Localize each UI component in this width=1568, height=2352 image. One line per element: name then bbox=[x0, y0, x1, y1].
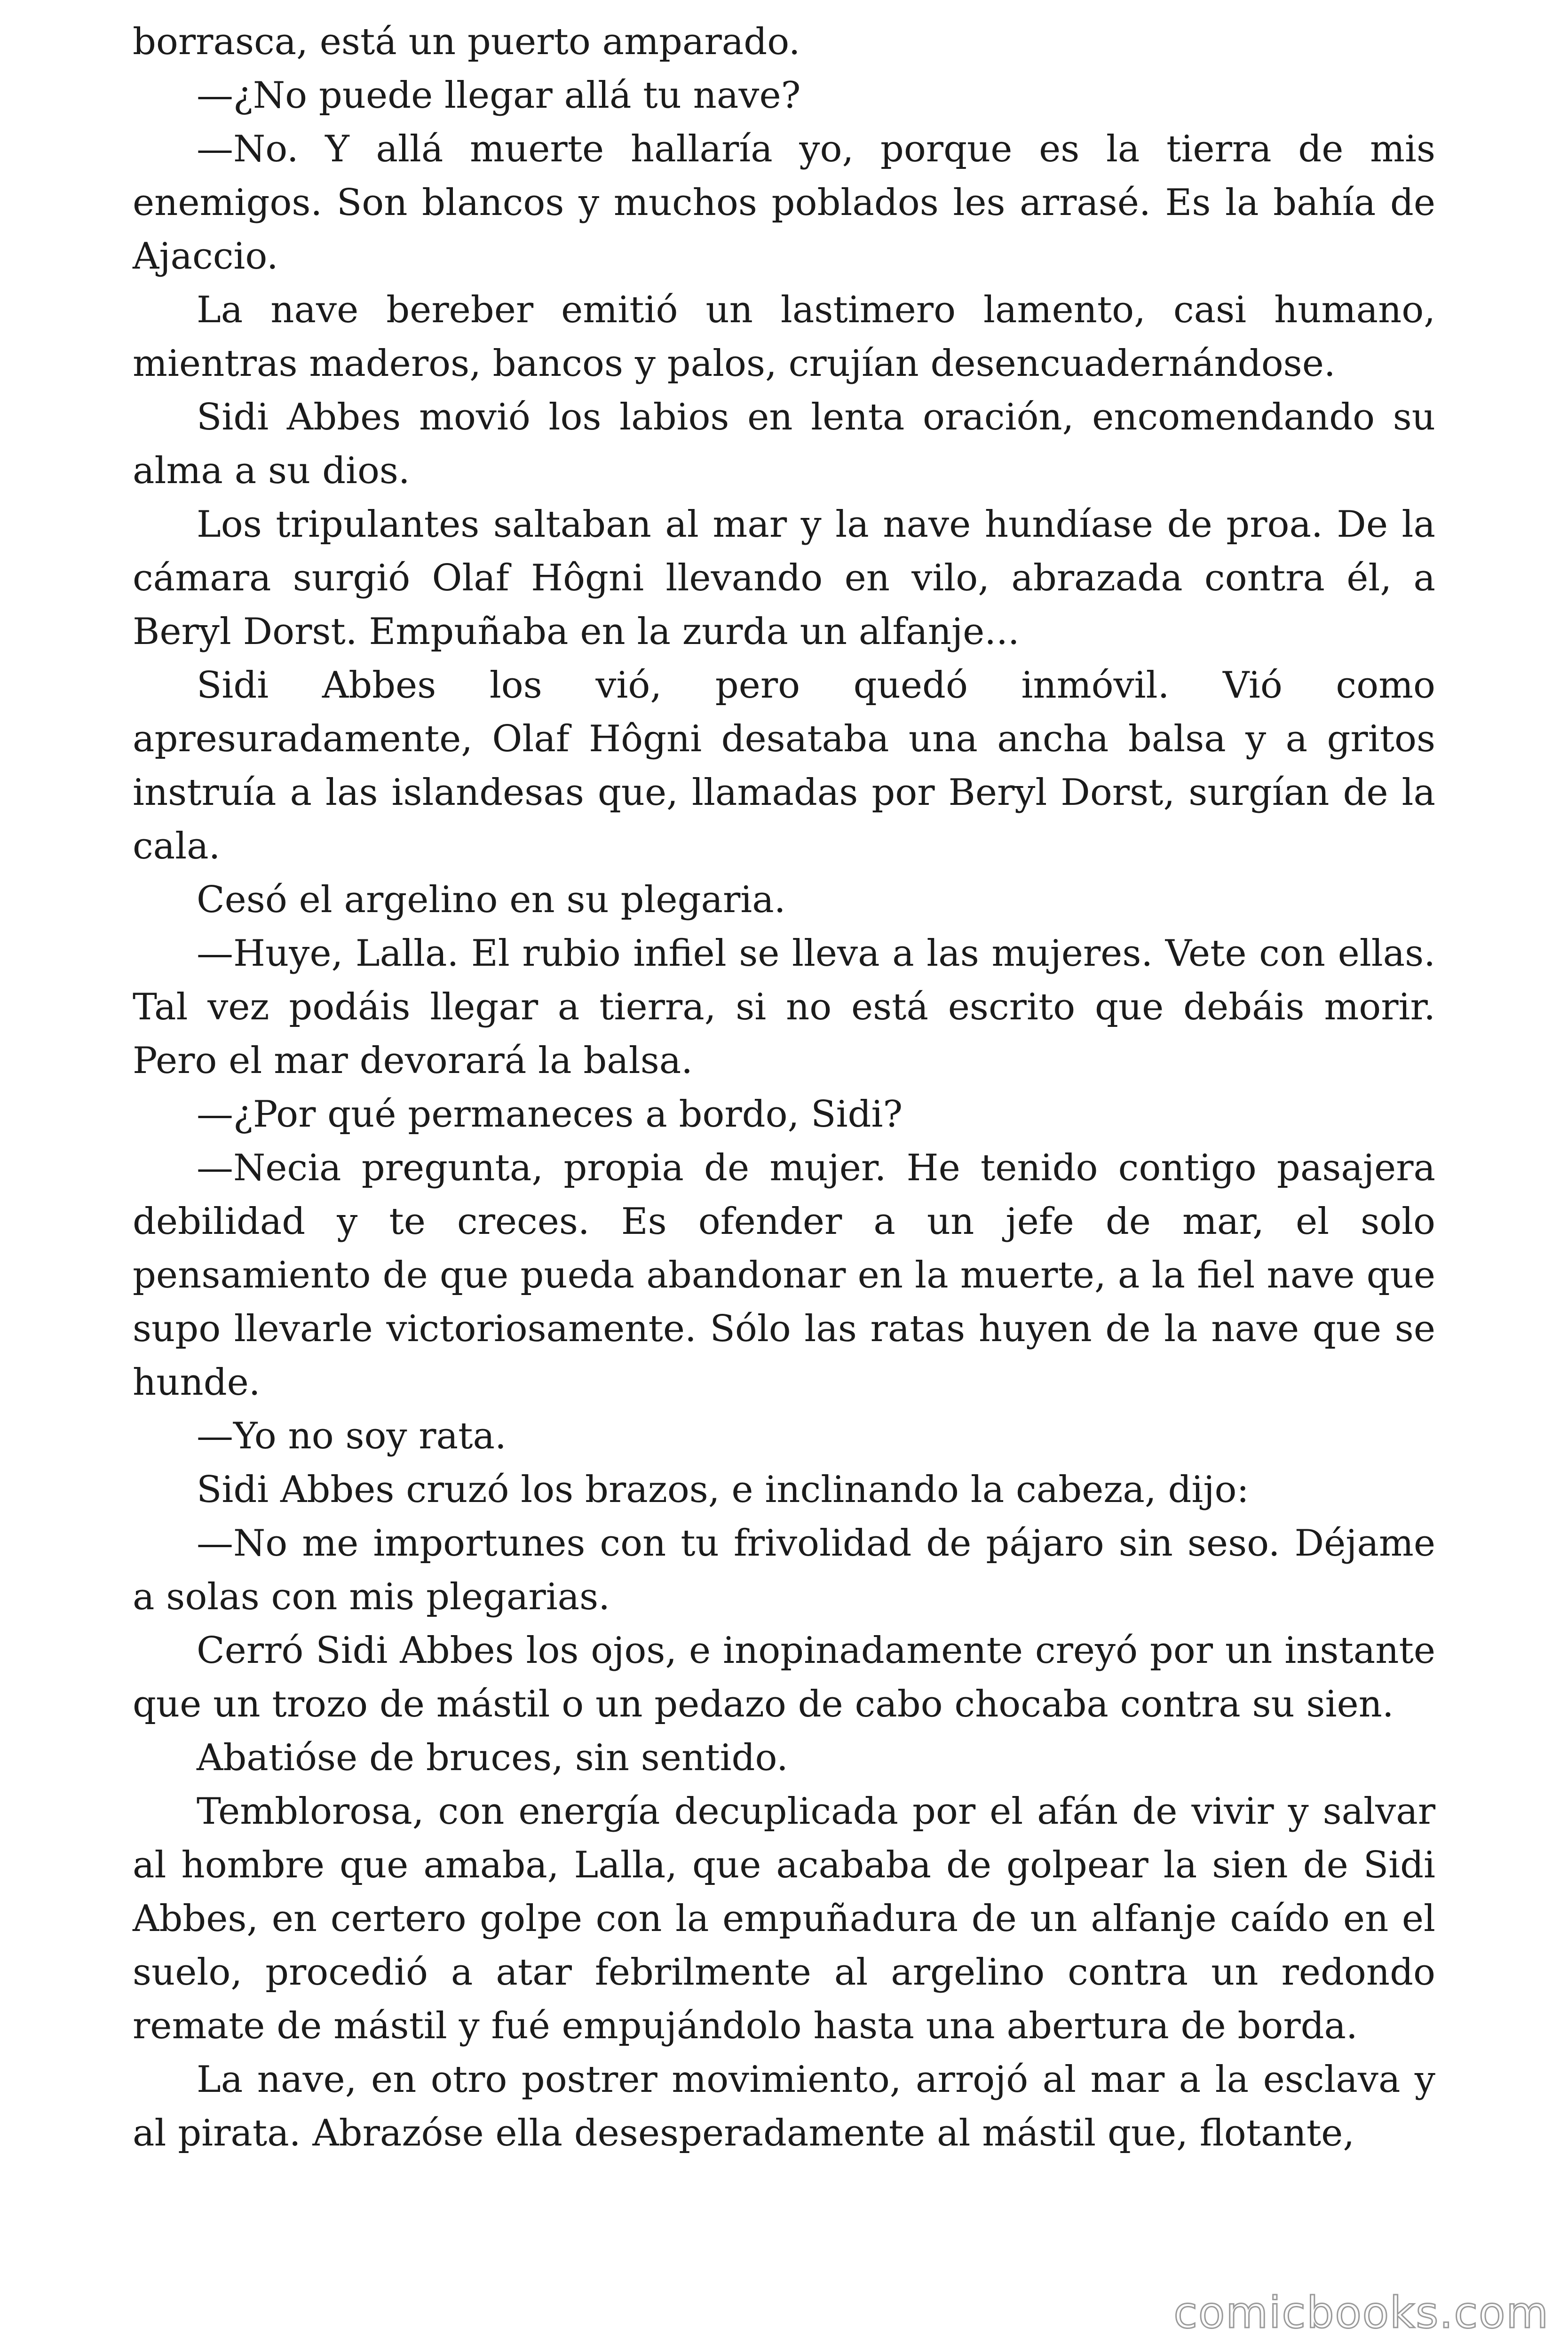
paragraph: Cerró Sidi Abbes los ojos, e inopinadamente creyó por un instante que un trozo de mástil o un pedazo de cabo chocaba contra su sien. bbox=[133, 1629, 1435, 1725]
paragraph: Abatióse de bruces, sin sentido. bbox=[197, 1737, 788, 1779]
paragraph: —¿Por qué permaneces a bordo, Sidi? bbox=[197, 1093, 903, 1136]
watermark: comicbooks.com bbox=[1173, 2288, 1549, 2338]
page-text bbox=[133, 15, 1435, 2160]
paragraph: Cesó el argelino en su plegaria. bbox=[197, 879, 786, 921]
paragraph: —No me importunes con tu frivolidad de pájaro sin seso. Déjame a solas con mis plegarias. bbox=[133, 1522, 1435, 1618]
paragraph: —Yo no soy rata. bbox=[197, 1415, 507, 1457]
paragraph: Sidi Abbes movió los labios en lenta oración, encomendando su alma a su dios. bbox=[133, 396, 1435, 492]
paragraph: Sidi Abbes los vió, pero quedó inmóvil. Vió como apresuradamente, Olaf Hôgni desataba una ancha balsa y a gritos instruía a las islandesas que, llamadas por Beryl Dorst, surgían de la cala. bbox=[133, 664, 1435, 867]
paragraph: La nave bereber emitió un lastimero lamento, casi humano, mientras maderos, bancos y palos, crujían desencuadernándose. bbox=[133, 289, 1435, 385]
paragraph: —¿No puede llegar allá tu nave? bbox=[197, 74, 801, 117]
paragraph: Los tripulantes saltaban al mar y la nave hundíase de proa. De la cámara surgió Olaf Hôgni llevando en vilo, abrazada contra él, a Beryl Dorst. Empuñaba en la zurda un alfanje... bbox=[133, 503, 1435, 653]
paragraph: La nave, en otro postrer movimiento, arrojó al mar a la esclava y al pirata. Abrazóse ella desesperadamente al mástil que, flotante, bbox=[133, 2058, 1435, 2154]
paragraph: —No. Y allá muerte hallaría yo, porque es la tierra de mis enemigos. Son blancos y muchos poblados les arrasé. Es la bahía de Ajaccio. bbox=[133, 128, 1435, 278]
paragraph: —Huye, Lalla. El rubio infiel se lleva a las mujeres. Vete con ellas. Tal vez podáis llegar a tierra, si no está escrito que debáis morir. Pero el mar devorará la balsa. bbox=[133, 932, 1435, 1082]
paragraph: Sidi Abbes cruzó los brazos, e inclinando la cabeza, dijo: bbox=[197, 1469, 1249, 1511]
paragraph: Temblorosa, con energía decuplicada por el afán de vivir y salvar al hombre que amaba, Lalla, que acababa de golpear la sien de Sidi Abbes, en certero golpe con la empuñadura de un alfanje caído en el suelo, procedió a atar febrilmente al argelino contra un redondo remate de mástil y fué empujándolo hasta una abertura de borda. bbox=[133, 1790, 1435, 2047]
paragraph: —Necia pregunta, propia de mujer. He tenido contigo pasajera debilidad y te creces. Es ofender a un jefe de mar, el solo pensamiento de que pueda abandonar en la muerte, a la fiel nave que supo llevarle victoriosamente. Sólo las ratas huyen de la nave que se hunde. bbox=[133, 1147, 1435, 1404]
paragraph-continued: borrasca, está un puerto amparado. bbox=[133, 21, 800, 63]
